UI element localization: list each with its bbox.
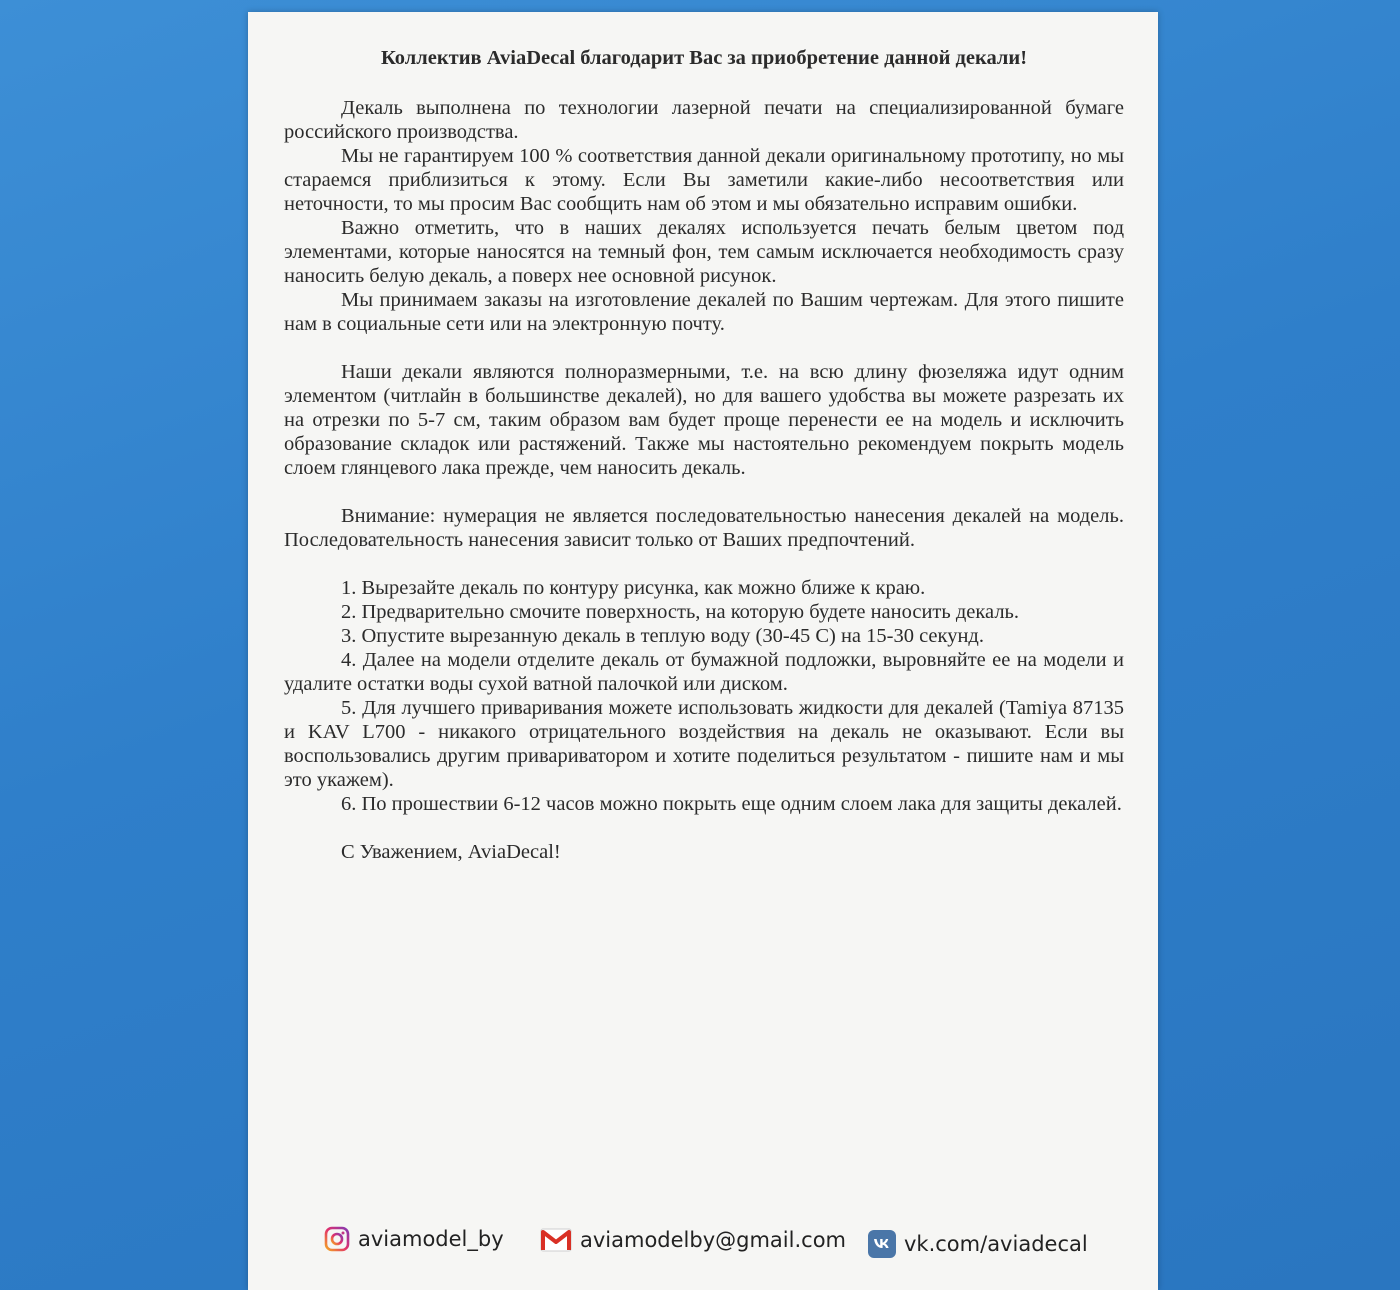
email-address: aviamodelby@gmail.com bbox=[580, 1228, 846, 1252]
spacer bbox=[284, 816, 1124, 840]
signature: С Уважением, AviaDecal! bbox=[341, 841, 561, 863]
step-item: 6. По прошествии 6-12 часов можно покрыть еще одним слоем лака для защиты декалей. bbox=[341, 793, 1122, 815]
paragraph-white-print: Важно отметить, что в наших декалях используется печать белым цветом под элементами, которые наносятся на темный фон, тем самым исключается необходимость сразу наносить белую декаль, а поверх нее основной рисунок. bbox=[284, 217, 1124, 287]
contacts-footer bbox=[248, 1222, 1158, 1262]
contact-vk[interactable] bbox=[868, 1230, 1088, 1258]
document-title: Коллектив AviaDecal благодарит Вас за приобретение данной декали! bbox=[380, 47, 1028, 69]
decal-instruction-sheet bbox=[248, 12, 1158, 1290]
step-item: 4. Далее на модели отделите декаль от бумажной подложки, выровняйте ее на модели и удалите остатки воды сухой ватной палочкой или диском. bbox=[284, 649, 1124, 695]
vk-link: vk.com/aviadecal bbox=[904, 1232, 1088, 1256]
paragraph-accuracy: Мы не гарантируем 100 % соответствия данной декали оригинальному прототипу, но мы стараемся приблизиться к этому. Если Вы заметили какие-либо несоответствия или неточности, то мы просим Вас сообщить нам об этом и мы обязательно исправим ошибки. bbox=[284, 145, 1124, 215]
paragraph-custom-orders: Мы принимаем заказы на изготовление декалей по Вашим чертежам. Для этого пишите нам в социальные сети или на электронную почту. bbox=[284, 289, 1124, 335]
document-body bbox=[284, 46, 1124, 864]
paragraph-attention: Внимание: нумерация не является последовательностью нанесения декалей на модель. Последовательность нанесения зависит только от Ваших предпочтений. bbox=[284, 505, 1124, 551]
step-item: 1. Вырезайте декаль по контуру рисунка, как можно ближе к краю. bbox=[341, 577, 926, 599]
instagram-icon bbox=[324, 1226, 358, 1252]
step-item: 3. Опустите вырезанную декаль в теплую воду (30-45 С) на 15-30 секунд. bbox=[341, 625, 984, 647]
spacer bbox=[284, 480, 1124, 504]
paragraph-technology: Декаль выполнена по технологии лазерной печати на специализированной бумаге российского производства. bbox=[284, 97, 1124, 143]
vk-icon bbox=[868, 1230, 904, 1258]
step-item: 5. Для лучшего приваривания можете использовать жидкости для декалей (Tamiya 87135 и KAV L700 - никакого отрицательного воздействия на декаль не оказывают. Если вы воспользовались другим привариватором и хотите поделиться результатом - пишите нам и мы это укажем). bbox=[284, 697, 1124, 791]
instagram-handle: aviamodel_by bbox=[358, 1227, 504, 1251]
spacer bbox=[284, 336, 1124, 360]
spacer bbox=[284, 552, 1124, 576]
paragraph-full-size: Наши декали являются полноразмерными, т.е. на всю длину фюзеляжа идут одним элементом (читлайн в большинстве декалей), но для вашего удобства вы можете разрезать их на отрезки по 5-7 см, таким образом вам будет проще перенести ее на модель и исключить образование складок или растяжений. Также мы настоятельно рекомендуем покрыть модель слоем глянцевого лака прежде, чем наносить декаль. bbox=[284, 361, 1124, 479]
contact-instagram[interactable] bbox=[324, 1226, 504, 1252]
gmail-icon bbox=[540, 1228, 580, 1252]
contact-email[interactable] bbox=[540, 1228, 846, 1252]
step-item: 2. Предварительно смочите поверхность, на которую будете наносить декаль. bbox=[341, 601, 1020, 623]
